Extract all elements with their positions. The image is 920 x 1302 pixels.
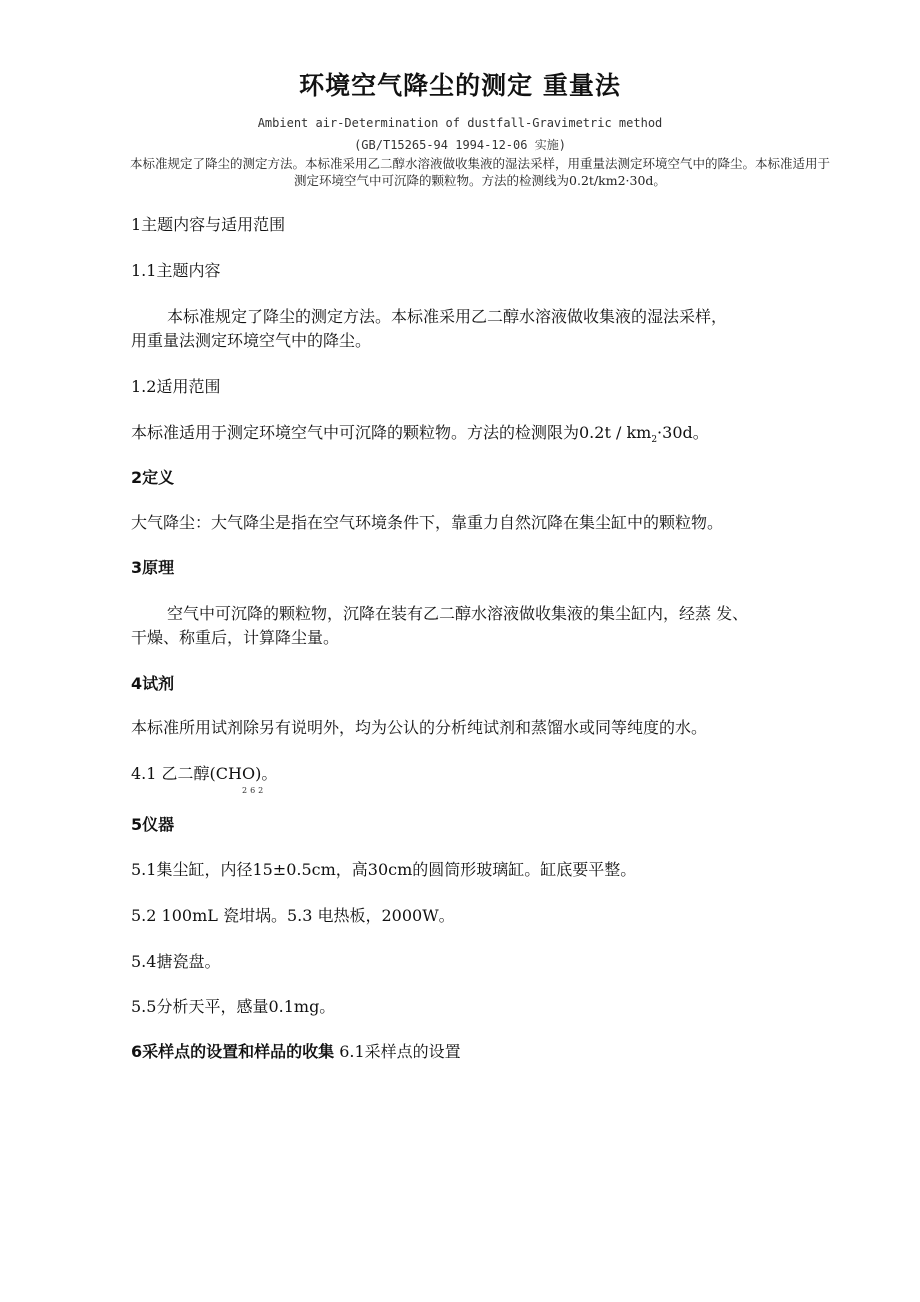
section-4-heading: 4试剂 xyxy=(131,674,175,693)
formula-subscripts: 262 xyxy=(242,786,267,795)
unit-subscript: 2 xyxy=(651,435,658,446)
section-1-1-paragraph-line-1: 本标准规定了降尘的测定方法。本标准采用乙二醇水溶液做收集液的湿法采样， xyxy=(167,307,728,326)
section-5-1: 5.1集尘缸，内径15±0.5cm，高30cm的圆筒形玻璃缸。缸底要平整。 xyxy=(131,860,637,879)
section-5-5: 5.5分析天平，感量0.1mg。 xyxy=(131,997,336,1016)
section-5-4: 5.4搪瓷盘。 xyxy=(131,952,221,971)
section-2-paragraph: 大气降尘：大气降尘是指在空气环境条件下，靠重力自然沉降在集尘缸中的颗粒物。 xyxy=(131,513,724,532)
abstract: 本标准规定了降尘的测定方法。本标准采用乙二醇水溶液做收集液的湿法采样，用重量法测定环境空气中的降尘。本标准适用于测定环境空气中可沉降的颗粒物。方法的检测线为0.2t/km2·30d。 xyxy=(130,156,831,188)
section-6-heading: 6采样点的设置和样品的收集 xyxy=(131,1042,335,1061)
section-1-2-heading: 1.2适用范围 xyxy=(131,377,221,396)
document-title: 环境空气降尘的测定 重量法 xyxy=(299,71,621,100)
section-3-paragraph-line-1: 空气中可沉降的颗粒物，沉降在装有乙二醇水溶液做收集液的集尘缸内，经蒸 发、 xyxy=(167,604,749,623)
english-subtitle: Ambient air-Determination of dustfall-Gravimetric method xyxy=(257,116,663,130)
section-1-2-text-end: ·30d。 xyxy=(657,423,709,442)
section-1-2-text: 本标准适用于测定环境空气中可沉降的颗粒物。方法的检测限为0.2t / km xyxy=(131,423,652,442)
section-4-paragraph: 本标准所用试剂除另有说明外，均为公认的分析纯试剂和蒸馏水或同等纯度的水。 xyxy=(131,718,708,737)
section-5-2: 5.2 100mL 瓷坩埚。5.3 电热板，2000W。 xyxy=(131,906,455,925)
section-1-1-heading: 1.1主题内容 xyxy=(131,261,221,280)
section-1-1-paragraph-line-2: 用重量法测定环境空气中的降尘。 xyxy=(131,331,372,350)
section-6-1-heading: 6.1采样点的设置 xyxy=(334,1042,461,1061)
section-1-2-paragraph xyxy=(131,423,709,450)
section-4-1: 4.1 乙二醇(CHO)。 xyxy=(131,764,278,783)
section-6-line xyxy=(131,1042,461,1062)
section-3-paragraph-line-2: 干燥、称重后，计算降尘量。 xyxy=(131,628,340,647)
section-1-heading: 1主题内容与适用范围 xyxy=(131,215,286,234)
standard-number: (GB/T15265-94 1994-12-06 实施) xyxy=(354,138,566,152)
section-5-heading: 5仪器 xyxy=(131,815,175,834)
section-3-heading: 3原理 xyxy=(131,558,175,577)
section-2-heading: 2定义 xyxy=(131,468,175,487)
